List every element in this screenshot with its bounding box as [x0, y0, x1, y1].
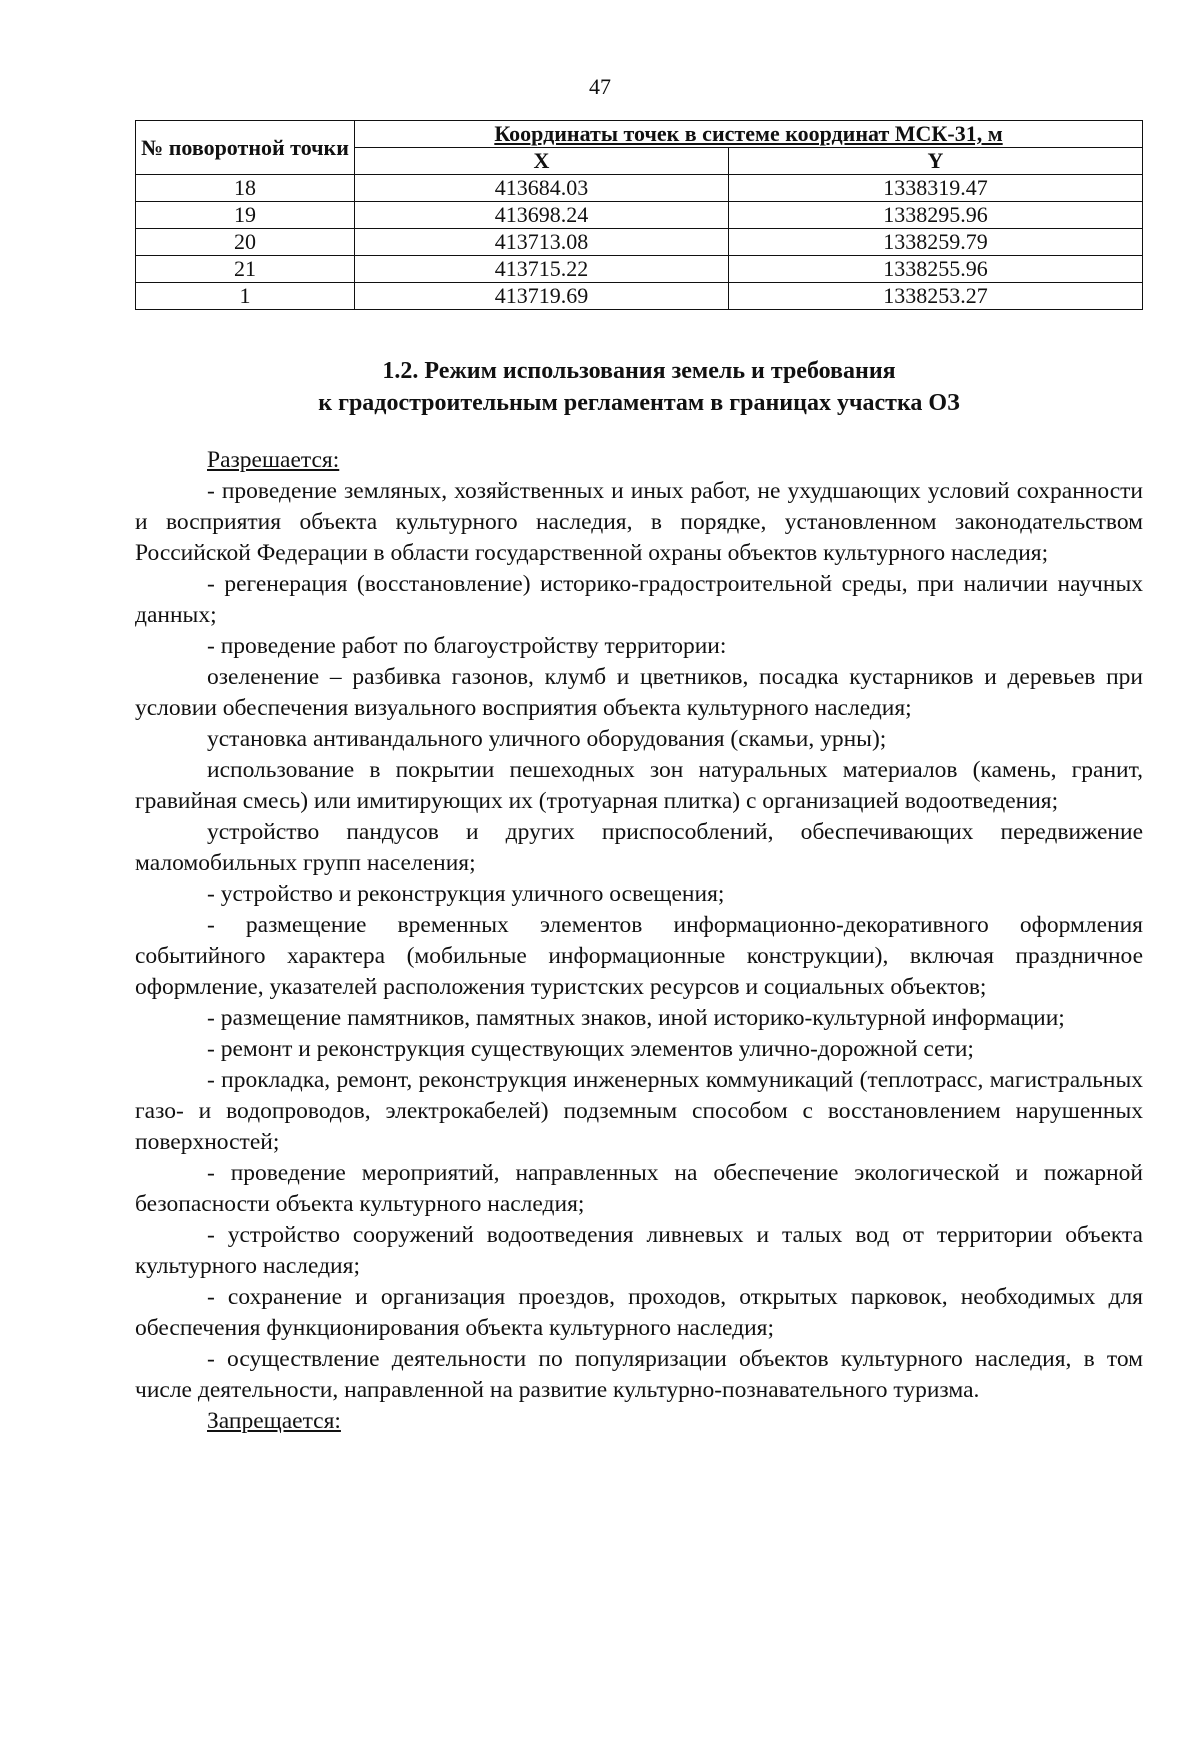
cell-y: 1338255.96	[729, 256, 1143, 283]
cell-point: 21	[136, 256, 355, 283]
paragraph: - регенерация (восстановление) историко-градостроительной среды, при наличии научных данных;	[135, 571, 1143, 628]
paragraph: - ремонт и реконструкция существующих элементов улично-дорожной сети;	[207, 1036, 974, 1062]
table-row	[136, 256, 1143, 283]
forbidden-heading	[135, 1406, 1143, 1437]
paragraph: - проведение земляных, хозяйственных и иных работ, не ухудшающих условий сохранности и восприятия объекта культурного наследия, в порядке, установленном законодательством Российской Федерации в области государственной охраны объектов культурного наследия;	[135, 478, 1143, 566]
cell-y: 1338319.47	[729, 175, 1143, 202]
paragraph: - устройство и реконструкция уличного освещения;	[207, 881, 725, 907]
cell-point: 18	[136, 175, 355, 202]
cell-point: 20	[136, 229, 355, 256]
paragraph: озеленение – разбивка газонов, клумб и цветников, посадка кустарников и деревьев при условии обеспечения визуального восприятия объекта культурного наследия;	[135, 664, 1143, 721]
paragraph: - размещение временных элементов информационно-декоративного оформления событийного характера (мобильные информационные конструкции), включая праздничное оформление, указателей расположения туристских ресурсов и социальных объектов;	[135, 912, 1143, 1000]
cell-x: 413719.69	[355, 283, 729, 310]
paragraph: - устройство сооружений водоотведения ливневых и талых вод от территории объекта культурного наследия;	[135, 1222, 1143, 1279]
table-row	[136, 229, 1143, 256]
paragraph: использование в покрытии пешеходных зон натуральных материалов (камень, гранит, гравийная смесь) или имитирующих их (тротуарная плитка) с организацией водоотведения;	[135, 757, 1143, 814]
paragraph: - прокладка, ремонт, реконструкция инженерных коммуникаций (теплотрасс, магистральных газо- и водопроводов, электрокабелей) подземным способом с восстановлением нарушенных поверхностей;	[135, 1067, 1143, 1155]
coordinates-table	[135, 120, 1143, 310]
paragraph: - осуществление деятельности по популяризации объектов культурного наследия, в том числе деятельности, направленной на развитие культурно-познавательного туризма.	[135, 1346, 1143, 1403]
table-row	[136, 202, 1143, 229]
paragraph: - размещение памятников, памятных знаков, иной историко-культурной информации;	[207, 1005, 1065, 1031]
paragraph: - проведение работ по благоустройству территории:	[207, 633, 727, 659]
table-header-row	[136, 121, 1143, 148]
section-title-line-2: к градостроительным регламентам в границах участка ОЗ	[318, 390, 960, 416]
paragraph: - проведение мероприятий, направленных на обеспечение экологической и пожарной безопасности объекта культурного наследия;	[135, 1160, 1143, 1217]
allowed-label: Разрешается:	[207, 447, 340, 473]
allowed-heading	[135, 445, 1143, 476]
cell-point: 1	[136, 283, 355, 310]
header-point-number: № поворотной точки	[136, 121, 355, 175]
cell-y: 1338259.79	[729, 229, 1143, 256]
section-title	[135, 355, 1143, 419]
cell-x: 413698.24	[355, 202, 729, 229]
section-title-line-1: 1.2. Режим использования земель и требования	[382, 358, 896, 384]
paragraph: установка антивандального уличного оборудования (скамьи, урны);	[207, 726, 887, 752]
cell-point: 19	[136, 202, 355, 229]
table-row	[136, 175, 1143, 202]
header-coordinates: Координаты точек в системе координат МСК-31, м	[355, 121, 1143, 148]
document-body	[135, 445, 1143, 1437]
table-row	[136, 283, 1143, 310]
cell-y: 1338295.96	[729, 202, 1143, 229]
cell-y: 1338253.27	[729, 283, 1143, 310]
paragraph: устройство пандусов и других приспособлений, обеспечивающих передвижение маломобильных групп населения;	[135, 819, 1143, 876]
cell-x: 413715.22	[355, 256, 729, 283]
paragraph: - сохранение и организация проездов, проходов, открытых парковок, необходимых для обеспечения функционирования объекта культурного наследия;	[135, 1284, 1143, 1341]
forbidden-label: Запрещается:	[207, 1408, 341, 1434]
page-number: 47	[589, 74, 611, 99]
cell-x: 413684.03	[355, 175, 729, 202]
header-y: Y	[729, 148, 1143, 175]
cell-x: 413713.08	[355, 229, 729, 256]
header-x: X	[355, 148, 729, 175]
